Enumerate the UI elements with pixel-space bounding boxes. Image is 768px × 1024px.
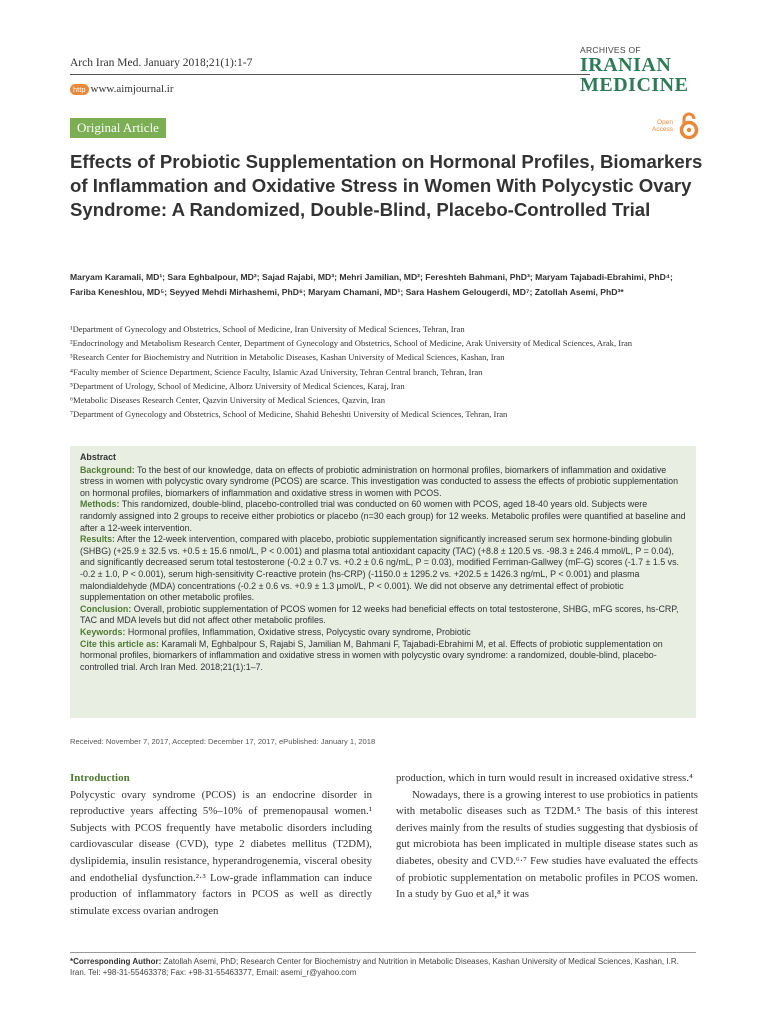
introduction-heading: Introduction [70, 772, 130, 784]
corresponding-author-note [70, 956, 696, 978]
abstract-results: Results: After the 12-week intervention, compared with placebo, probiotic supplementation significantly increased serum sex hormone-binding globulin (SHBG) (+25.9 ± 32.5 vs. +0.5 ± 15.6 nmol/L, P < 0.001) and plasma total antioxidant capacity (TAC) (+8.8 ± 120.5 vs. -98.3 ± 246.4 mmol/L, P = 0.04), and significantly decreased serum total testosterone (-0.2 ± 0.7 vs. +0.2 ± 0.6 ng/mL, P = 0.03), modified Ferriman-Gallwey (mF-G) scores (-1.7 ± 1.5 vs. -0.2 ± 1.0, P < 0.001), serum high-sensitivity C-reactive protein (hs-CRP) (-1150.0 ± 1295.2 vs. +202.5 ± 1426.3 ng/mL, P < 0.001) and plasma malondialdehyde (MDA) concentrations (-0.2 ± 0.6 vs. +0.9 ± 1.3 µmol/L, P < 0.001). We did not observe any detrimental effect of probiotic supplementation on other metabolic profiles. [80, 534, 679, 603]
logo-line-2: MEDICINE [580, 74, 689, 96]
http-icon: http [70, 84, 89, 95]
author-list: Maryam Karamali, MD¹; Sara Eghbalpour, MD²; Sajad Rajabi, MD³; Mehri Jamilian, MD²; Fereshteh Bahmani, PhD³; Maryam Tajabadi-Ebrahimi, PhD⁴; Fariba Keneshlou, MD⁵; Seyyed Mehdi Mirhashemi, PhD⁶; Maryam Chamani, MD¹; Sara Hashem Gelougerdi, MD⁷; Zatollah Asemi, PhD³* [70, 272, 673, 297]
journal-reference: Arch Iran Med. January 2018;21(1):1-7 [70, 57, 253, 69]
logo-small-text: ARCHIVES OF [580, 45, 641, 55]
affiliation-item: ¹Department of Gynecology and Obstetrics, School of Medicine, Iran University of Medical Sciences, Tehran, Iran [70, 324, 465, 334]
footer-rule [70, 952, 696, 953]
body-paragraph: Nowadays, there is a growing interest to use probiotics in patients with metabolic diseases such as T2DM.⁵ The basis of this interest derives mainly from the results of studies suggesting that dysbiosis of gut microbiota has been implicated in multiple disease states such as diabetes, obesity and CVD.⁶·⁷ Few studies have evaluated the effects of probiotic supplementation on metabolic profiles in PCOS women. In a study by Guo et al,⁸ it was [396, 788, 698, 901]
journal-url-row[interactable] [70, 83, 174, 95]
header-rule [70, 74, 590, 75]
affiliation-item: ⁷Department of Gynecology and Obstetrics, School of Medicine, Shahid Beheshti University of Medical Sciences, Tehran, Iran [70, 409, 508, 420]
journal-url[interactable]: www.aimjournal.ir [90, 83, 174, 95]
affiliation-item: ⁵Department of Urology, School of Medicine, Alborz University of Medical Sciences, Karaj, Iran [70, 380, 405, 391]
journal-logo [580, 45, 700, 95]
open-access-label: Open Access [652, 119, 673, 133]
affiliation-item: ²Endocrinology and Metabolism Research Center, Department of Gynecology and Obstetrics, School of Medicine, Arak University of Medical Sciences, Arak, Iran [70, 338, 633, 349]
abstract-conclusion: Conclusion: Overall, probiotic supplementation of PCOS women for 12 weeks had beneficial effects on total testosterone, SHBG, mFG scores, hs-CRP, TAC and MDA levels but did not affect other metabolic profiles. [80, 603, 679, 626]
corresponding-author-label: *Corresponding Author: [70, 957, 162, 966]
open-access-badge [652, 112, 702, 140]
corresponding-author-text: Zatollah Asemi, PhD; Research Center for Biochemistry and Nutrition in Metabolic Diseases, Kashan University of Medical Sciences, Kashan, I.R. Iran. Tel: +98-31-55463378; Fax: +98-31-55463377, Email: asemi_r@yahoo.com [70, 957, 679, 977]
affiliation-list [70, 322, 700, 421]
abstract-keywords: Keywords: Hormonal profiles, Inflammation, Oxidative stress, Polycystic ovary syndrome, Probiotic [80, 626, 471, 637]
body-paragraph: production, which in turn would result in increased oxidative stress.⁴ [396, 772, 693, 784]
article-type-badge: Original Article [70, 118, 166, 138]
publication-dates: Received: November 7, 2017, Accepted: December 17, 2017, ePublished: January 1, 2018 [70, 737, 376, 746]
affiliation-item: ⁶Metabolic Diseases Research Center, Qazvin University of Medical Sciences, Qazvin, Iran [70, 395, 386, 406]
affiliation-item: ³Research Center for Biochemistry and Nutrition in Metabolic Diseases, Kashan University of Medical Sciences, Kashan, Iran [70, 352, 505, 363]
abstract-background: Background: To the best of our knowledge, data on effects of probiotic administration on hormonal profiles, biomarkers of inflammation and oxidative stress in women with polycystic ovary syndrome (PCOS) are scarce. This investigation was conducted to assess the effects of probiotic supplementation on hormonal profiles, biomarkers of inflammation and oxidative stress in women with PCOS. [80, 464, 679, 498]
abstract-methods: Methods: This randomized, double-blind, placebo-controlled trial was conducted on 60 women with PCOS, aged 18-40 years old. Subjects were randomly assigned into 2 groups to receive either probiotics or placebo (n=30 each group) for 12 weeks. Metabolic profiles were quantified at baseline and after a 12-week intervention. [80, 499, 686, 533]
open-access-icon [676, 112, 702, 140]
body-column-left [70, 770, 372, 919]
abstract-heading: Abstract [80, 452, 117, 462]
article-title: Effects of Probiotic Supplementation on Hormonal Profiles, Biomarkers of Inflammation and Oxidative Stress in Women With Polycystic Ovary Syndrome: A Randomized, Double-Blind, Placebo-Controlled Trial [70, 151, 703, 220]
affiliation-item: ⁴Faculty member of Science Department, Science Faculty, Islamic Azad University, Tehran Central branch, Tehran, Iran [70, 366, 483, 377]
intro-paragraph: Polycystic ovary syndrome (PCOS) is an endocrine disorder in reproductive years affecting 5%–10% of premenopausal women.¹ Subjects with PCOS frequently have metabolic disorders including cardiovascular disease (CVD), type 2 diabetes mellitus (T2DM), dyslipidemia, insulin resistance, hyperandrogenemia, visceral obesity and endothelial dysfunction.²·³ Low-grade inflammation can induce production of inflammatory factors in PCOS as well as directly stimulate excess ovarian androgen [70, 788, 372, 917]
logo-line-1: IRANIAN [580, 54, 672, 76]
abstract-box [70, 446, 696, 718]
body-column-right [396, 770, 698, 903]
abstract-citation: Cite this article as: Karamali M, Eghbalpour S, Rajabi S, Jamilian M, Bahmani F, Tajabadi-Ebrahimi M, et al. Effects of probiotic supplementation on hormonal profiles, biomarkers of inflammation and oxidative stress in women with polycystic ovary syndrome: a randomized, double-blind, placebo-controlled trial. Arch Iran Med. 2018;21(1):1–7. [80, 638, 663, 672]
